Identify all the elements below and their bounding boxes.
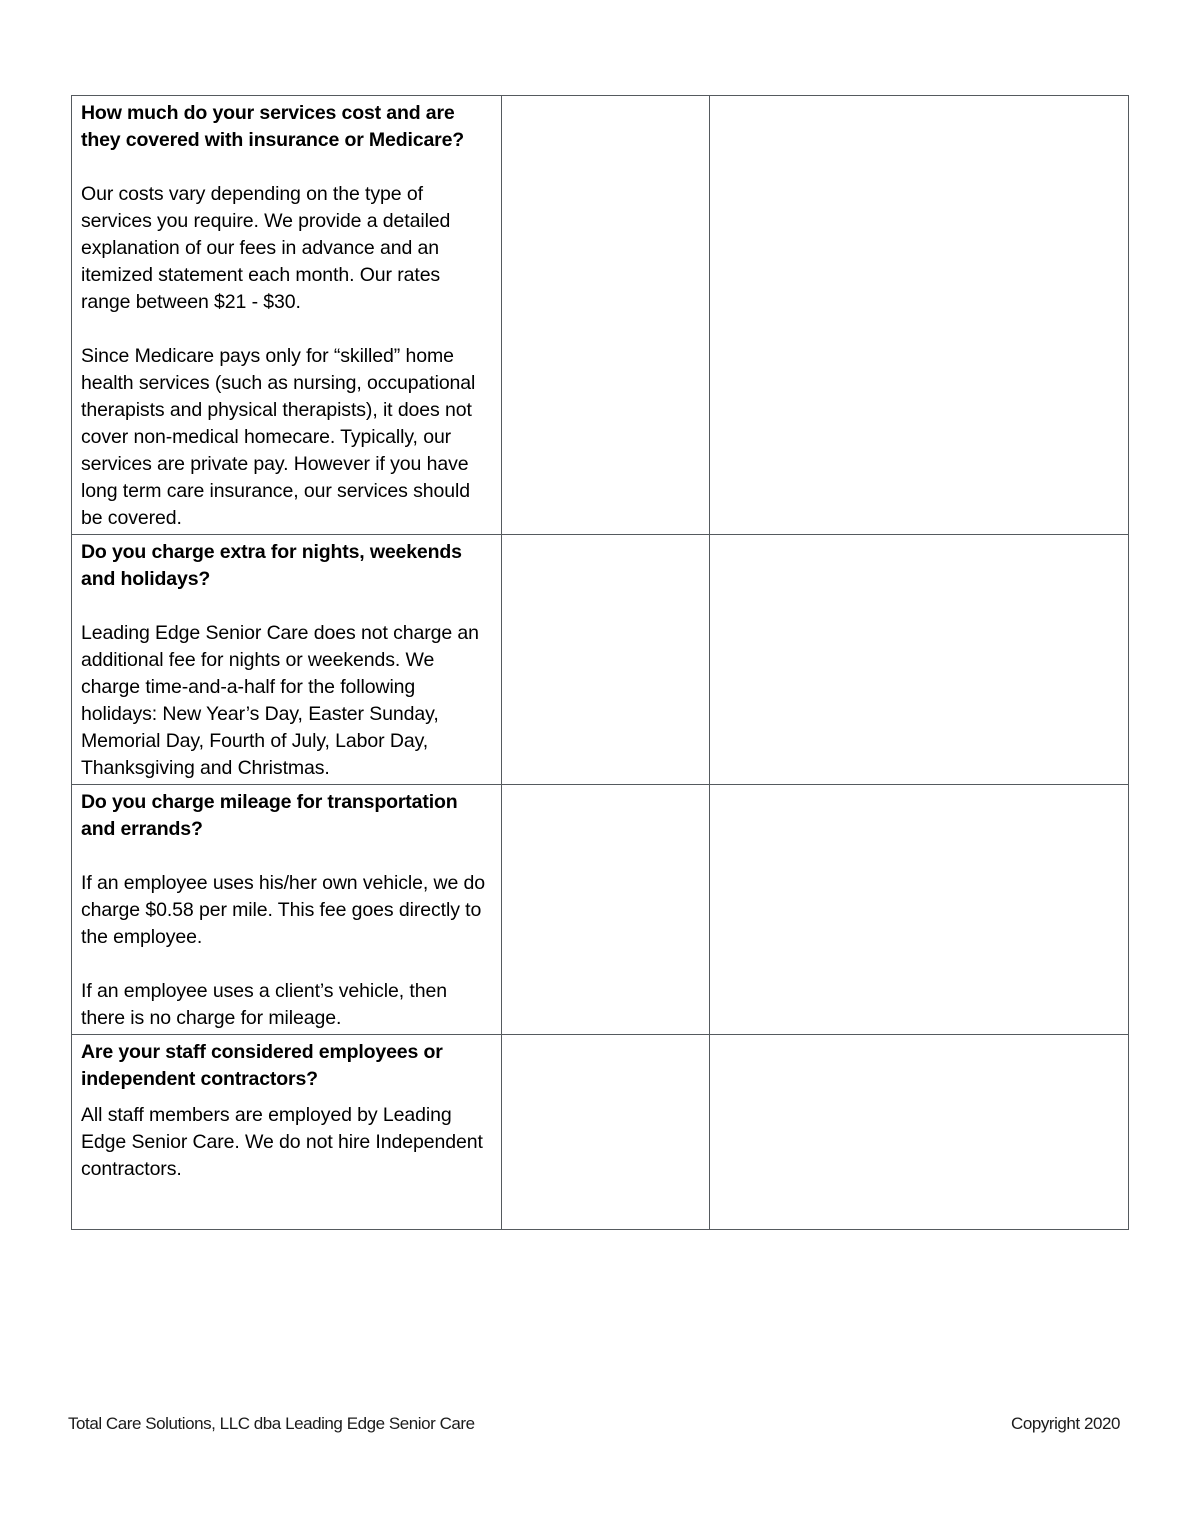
paragraph-gap [81,843,493,870]
middle-blank-content [502,1035,709,1081]
table-row [72,1035,1129,1230]
right-blank-cell[interactable] [710,1035,1129,1230]
faq-question: Do you charge extra for nights, weekends and holidays? [81,541,462,590]
faq-question-answer-cell [72,785,502,1035]
faq-question-answer-cell [72,1035,502,1230]
faq-answer: Leading Edge Senior Care does not charge an additional fee for nights or weekends. We charge time-and-a-half for the following holidays: New Year’s Day, Easter Sunday, Memorial Day, Fourth of July, Labor Day, Thanksgiving and Christmas. [81,622,479,779]
faq-answer: Our costs vary depending on the type of services you require. We provide a detailed explanation of our fees in advance and an itemized statement each month. Our rates range between $21 - $30. [81,183,451,313]
footer-company-name: Total Care Solutions, LLC dba Leading Edge Senior Care [68,1414,475,1433]
right-blank-content [710,535,1128,581]
right-blank-content [710,785,1128,831]
faq-question: Are your staff considered employees or independent contractors? [81,1041,443,1090]
right-blank-cell[interactable] [710,96,1129,535]
faq-table [71,95,1129,1230]
faq-answer: If an employee uses his/her own vehicle, we do charge $0.58 per mile. This fee goes directly to the employee. [81,872,486,948]
right-blank-cell[interactable] [710,785,1129,1035]
middle-blank-cell[interactable] [502,785,710,1035]
faq-answer: All staff members are employed by Leading Edge Senior Care. We do not hire Independent contractors. [81,1104,483,1180]
middle-blank-content [502,785,709,831]
right-blank-cell[interactable] [710,535,1129,785]
faq-question: How much do your services cost and are they covered with insurance or Medicare? [81,102,465,151]
page-footer [68,1412,1120,1436]
paragraph-gap [81,1093,493,1102]
middle-blank-content [502,96,709,142]
middle-blank-cell[interactable] [502,96,710,535]
paragraph-gap [81,593,493,620]
table-row [72,96,1129,535]
cell-bottom-spacer [81,1183,493,1227]
right-blank-content [710,1035,1128,1081]
table-row [72,535,1129,785]
middle-blank-content [502,535,709,581]
faq-question-answer-cell [72,535,502,785]
paragraph-gap [81,951,493,978]
faq-answer: If an employee uses a client’s vehicle, then there is no charge for mileage. [81,980,447,1029]
faq-question-answer-cell [72,96,502,535]
faq-answer: Since Medicare pays only for “skilled” home health services (such as nursing, occupational therapists and physical therapists), it does not cover non-medical homecare. Typically, our services are private pay. However if you have long term care insurance, our services should be covered. [81,345,476,529]
faq-question: Do you charge mileage for transportation and errands? [81,791,458,840]
paragraph-gap [81,154,493,181]
table-row [72,785,1129,1035]
footer-copyright: Copyright 2020 [1011,1414,1120,1433]
middle-blank-cell[interactable] [502,535,710,785]
right-blank-content [710,96,1128,142]
paragraph-gap [81,316,493,343]
middle-blank-cell[interactable] [502,1035,710,1230]
